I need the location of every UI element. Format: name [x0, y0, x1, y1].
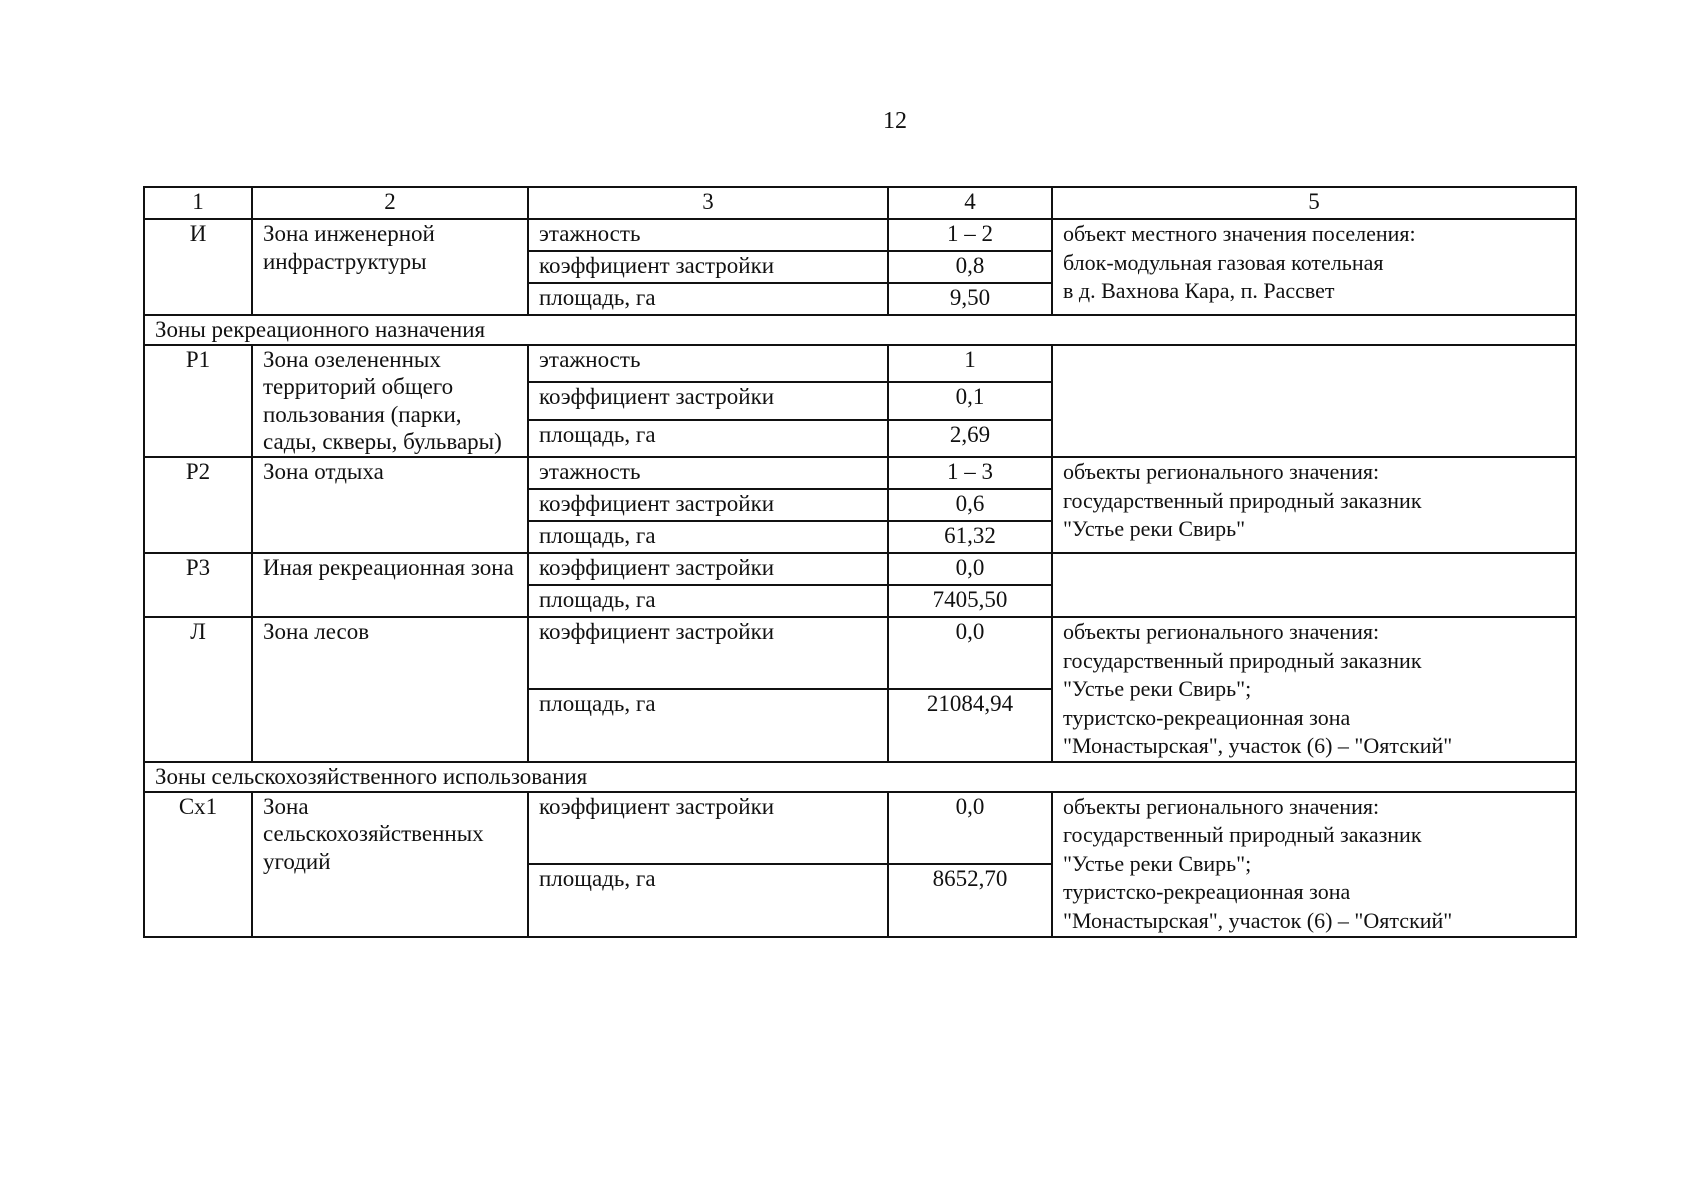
zone-name: Зона инженерной инфраструктуры	[252, 219, 528, 315]
note-line: объект местного значения поселения:	[1063, 221, 1416, 246]
zone-name: Зона сельскохозяйственных угодий	[252, 792, 528, 937]
zone-notes-empty	[1052, 553, 1576, 617]
param-label: площадь, га	[528, 585, 888, 617]
zone-name: Зона отдыха	[252, 457, 528, 553]
note-line: "Устье реки Свирь"	[1063, 516, 1246, 542]
param-value: 9,50	[888, 283, 1052, 315]
group-title-agricultural: Зоны сельскохозяйственного использования	[144, 762, 1576, 792]
table-row	[144, 345, 1576, 382]
note-line: "Монастырская", участок (6) – "Оятский"	[1063, 907, 1453, 933]
zone-notes	[1052, 219, 1576, 315]
zone-code: Р1	[144, 345, 252, 457]
header-col-1: 1	[144, 187, 252, 219]
zone-name: Зона озелененных территорий общего пользования (парки, сады, скверы, бульвары)	[252, 345, 528, 457]
note-line: "Устье реки Свирь";	[1063, 850, 1252, 876]
param-label: коэффициент застройки	[528, 617, 888, 689]
param-label: площадь, га	[528, 283, 888, 315]
param-label: этажность	[528, 457, 888, 489]
param-value: 1	[888, 345, 1052, 382]
param-label: площадь, га	[528, 864, 888, 936]
note-line: объекты регионального значения:	[1063, 618, 1380, 644]
zone-notes	[1052, 617, 1576, 762]
note-line: блок-модульная газовая котельная	[1063, 249, 1384, 275]
param-value: 21084,94	[888, 689, 1052, 761]
param-label: коэффициент застройки	[528, 382, 888, 419]
note-line: государственный природный заказник	[1063, 487, 1422, 513]
note-line: объекты регионального значения:	[1063, 793, 1380, 819]
note-line: "Устье реки Свирь";	[1063, 676, 1252, 702]
param-value: 7405,50	[888, 585, 1052, 617]
note-line: туристско-рекреационная зона	[1063, 704, 1351, 730]
param-label: коэффициент застройки	[528, 553, 888, 585]
param-label: коэффициент застройки	[528, 792, 888, 864]
zone-code: Р3	[144, 553, 252, 617]
zone-code: Л	[144, 617, 252, 762]
zone-notes	[1052, 457, 1576, 553]
param-value: 0,0	[888, 617, 1052, 689]
note-line: объекты регионального значения:	[1063, 458, 1380, 484]
table-row	[144, 553, 1576, 585]
table-header-row	[144, 187, 1576, 219]
param-value: 1 – 3	[888, 457, 1052, 489]
group-title-recreation: Зоны рекреационного назначения	[144, 315, 1576, 345]
param-label: площадь, га	[528, 689, 888, 761]
param-value: 0,6	[888, 489, 1052, 521]
param-value: 2,69	[888, 420, 1052, 457]
note-line: туристско-рекреационная зона	[1063, 879, 1351, 905]
note-line: в д. Вахнова Кара, п. Рассвет	[1063, 278, 1335, 304]
note-line: "Монастырская", участок (6) – "Оятский"	[1063, 733, 1453, 759]
header-col-3: 3	[528, 187, 888, 219]
param-value: 0,0	[888, 553, 1052, 585]
header-col-5: 5	[1052, 187, 1576, 219]
group-row	[144, 762, 1576, 792]
zone-code: Сх1	[144, 792, 252, 937]
note-line: государственный природный заказник	[1063, 822, 1422, 848]
param-value: 0,1	[888, 382, 1052, 419]
param-label: этажность	[528, 219, 888, 251]
param-label: площадь, га	[528, 420, 888, 457]
param-value: 0,0	[888, 792, 1052, 864]
param-label: площадь, га	[528, 521, 888, 553]
param-value: 1 – 2	[888, 219, 1052, 251]
zones-table	[143, 186, 1577, 938]
param-label: этажность	[528, 345, 888, 382]
param-label: коэффициент застройки	[528, 251, 888, 283]
param-value: 8652,70	[888, 864, 1052, 936]
header-col-4: 4	[888, 187, 1052, 219]
group-row	[144, 315, 1576, 345]
zone-notes	[1052, 792, 1576, 937]
table-row	[144, 219, 1576, 251]
header-col-2: 2	[252, 187, 528, 219]
zone-notes-empty	[1052, 345, 1576, 457]
param-label: коэффициент застройки	[528, 489, 888, 521]
table-row	[144, 792, 1576, 864]
table-row	[144, 457, 1576, 489]
zone-name: Иная рекреационная зона	[252, 553, 528, 617]
param-value: 61,32	[888, 521, 1052, 553]
note-line: государственный природный заказник	[1063, 647, 1422, 673]
param-value: 0,8	[888, 251, 1052, 283]
zone-code: Р2	[144, 457, 252, 553]
zone-code: И	[144, 219, 252, 315]
page-number: 12	[883, 108, 907, 134]
table-row	[144, 617, 1576, 689]
zone-name: Зона лесов	[252, 617, 528, 762]
